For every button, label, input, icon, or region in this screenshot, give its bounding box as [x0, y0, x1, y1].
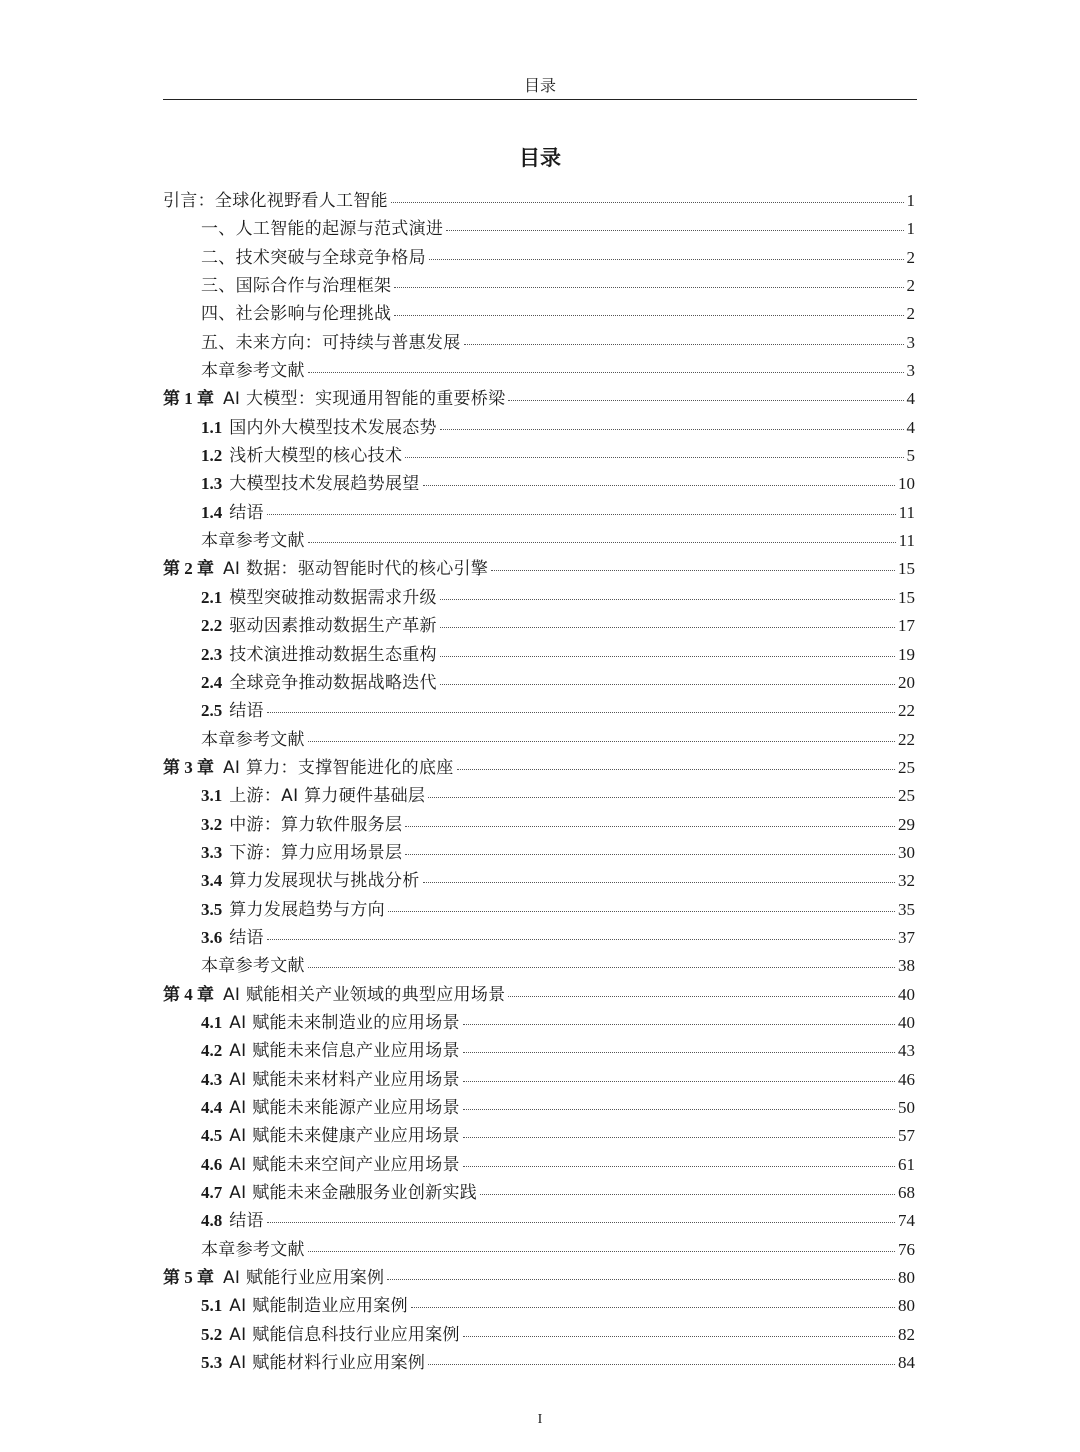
toc-entry-number: 5.1	[201, 1296, 223, 1316]
toc-entry-number: 第 2 章	[163, 559, 214, 579]
toc-entry-number: 1.4	[201, 502, 223, 522]
toc-entry-number: 3.6	[201, 927, 223, 947]
toc-entry-number: 第 4 章	[163, 984, 214, 1004]
dot-leader	[423, 882, 895, 883]
toc-section-entry[interactable]	[163, 527, 915, 555]
toc-entry-page: 15	[898, 587, 915, 607]
toc-entry-page: 4	[906, 417, 915, 437]
toc-section-entry[interactable]	[163, 272, 915, 300]
toc-chapter-entry[interactable]	[163, 981, 915, 1009]
toc-section-entry[interactable]	[163, 442, 915, 470]
dot-leader	[428, 797, 895, 798]
toc-section-entry[interactable]	[163, 357, 915, 385]
toc-entry-page: 25	[898, 757, 915, 777]
toc-entry-page: 61	[898, 1154, 915, 1174]
toc-section-entry[interactable]	[163, 1207, 915, 1235]
toc-entry-title: 本章参考文献	[201, 1239, 305, 1260]
dot-leader	[388, 911, 895, 912]
toc-entry-number: 2.3	[201, 644, 223, 664]
toc-entry-title: AI 数据：驱动智能时代的核心引擎	[223, 559, 489, 580]
toc-section-entry[interactable]	[163, 839, 915, 867]
dot-leader	[411, 1307, 895, 1308]
toc-section-entry[interactable]	[163, 470, 915, 498]
running-header: 目录	[523, 76, 556, 95]
toc-section-entry[interactable]	[163, 782, 915, 810]
toc-section-entry[interactable]	[163, 1151, 915, 1179]
dot-leader	[440, 656, 895, 657]
dot-leader	[308, 967, 895, 968]
toc-entry-page: 29	[898, 814, 915, 834]
toc-section-entry[interactable]	[163, 414, 915, 442]
page-number: I	[537, 1412, 543, 1427]
toc-entry-page: 11	[898, 502, 915, 522]
dot-leader	[440, 684, 895, 685]
toc-entry-number: 4.1	[201, 1012, 223, 1032]
toc-section-entry[interactable]	[163, 215, 915, 243]
toc-entry-title: AI 赋能未来健康产业应用场景	[229, 1126, 460, 1147]
toc-entry-number: 1.2	[201, 446, 223, 466]
dot-leader	[405, 854, 895, 855]
toc-entry-number: 4.2	[201, 1041, 223, 1061]
toc-section-entry[interactable]	[163, 499, 915, 527]
toc-entry-page: 4	[906, 389, 915, 409]
dot-leader	[463, 1137, 895, 1138]
toc-entry-number: 1.1	[201, 417, 223, 437]
dot-leader	[394, 287, 903, 288]
toc-entry-title: 大模型技术发展趋势展望	[229, 474, 420, 495]
toc-entry-title: AI 赋能未来空间产业应用场景	[229, 1154, 460, 1175]
dot-leader	[428, 1364, 895, 1365]
toc-entry-number: 3.5	[201, 899, 223, 919]
toc-entry-page: 50	[898, 1098, 915, 1117]
toc-entry-page: 68	[898, 1183, 915, 1203]
toc-entry-page: 3	[906, 361, 915, 381]
toc-entry-page: 2	[906, 247, 915, 267]
toc-entry-title: 一、人工智能的起源与范式演进	[201, 219, 444, 240]
toc-section-entry[interactable]	[163, 584, 915, 612]
dot-leader	[405, 826, 895, 827]
toc-entry-title: 引言：全球化视野看人工智能	[163, 191, 388, 211]
toc-entry-title: 算力发展趋势与方向	[229, 899, 385, 920]
toc-entry-title: AI 赋能未来能源产业应用场景	[229, 1098, 460, 1118]
toc-chapter-entry[interactable]	[163, 385, 915, 413]
toc-entry-title: AI 赋能行业应用案例	[223, 1268, 385, 1289]
toc-entry-title: 结语	[229, 927, 264, 948]
toc-entry-title: 本章参考文献	[201, 956, 305, 977]
toc-entry-title: 中游：算力软件服务层	[229, 814, 403, 835]
toc-entry-title: 三、国际合作与治理框架	[201, 276, 392, 297]
toc-entry-title: 结语	[229, 701, 264, 722]
toc-entry-page: 84	[898, 1353, 915, 1373]
dot-leader	[308, 372, 904, 373]
dot-leader	[464, 344, 904, 345]
toc-section-entry[interactable]	[163, 1179, 915, 1207]
dot-leader	[394, 315, 903, 316]
toc-section-entry[interactable]	[163, 952, 915, 980]
toc-entry-number: 3.4	[201, 871, 223, 891]
toc-section-entry[interactable]	[163, 1292, 915, 1320]
dot-leader	[308, 542, 896, 543]
toc-entry-title: AI 赋能材料行业应用案例	[229, 1353, 426, 1374]
dot-leader	[440, 429, 904, 430]
dot-leader	[308, 741, 895, 742]
dot-leader	[440, 599, 895, 600]
dot-leader	[267, 712, 895, 713]
toc-list	[163, 187, 915, 1377]
dot-leader	[267, 1222, 895, 1223]
toc-entry-title: 技术演进推动数据生态重构	[229, 644, 437, 665]
toc-entry-title: AI 算力：支撑智能进化的底座	[223, 757, 454, 778]
dot-leader	[508, 400, 903, 401]
dot-leader	[463, 1166, 895, 1167]
toc-entry-page: 32	[898, 871, 915, 891]
toc-entry-page: 17	[898, 616, 915, 636]
toc-entry-number: 第 1 章	[163, 389, 214, 409]
toc-section-entry[interactable]	[163, 1066, 915, 1094]
toc-entry-number: 4.8	[201, 1211, 223, 1231]
toc-entry-title: AI 大模型：实现通用智能的重要桥梁	[223, 389, 506, 410]
toc-entry-page: 40	[898, 984, 915, 1004]
dot-leader	[308, 1251, 895, 1252]
toc-entry-title: AI 赋能未来制造业的应用场景	[229, 1012, 460, 1033]
toc-section-entry[interactable]	[163, 896, 915, 924]
toc-section-entry[interactable]	[163, 300, 915, 328]
toc-entry-page: 38	[898, 956, 915, 976]
toc-entry-title: 本章参考文献	[201, 531, 305, 552]
dot-leader	[423, 485, 895, 486]
dot-leader	[508, 996, 895, 997]
toc-section-entry[interactable]	[163, 867, 915, 895]
toc-entry-number: 5.2	[201, 1324, 223, 1344]
toc-entry-page: 80	[898, 1268, 915, 1288]
dot-leader	[491, 570, 895, 571]
toc-entry-title: 国内外大模型技术发展态势	[229, 417, 437, 438]
toc-entry-title: AI 赋能未来金融服务业创新实践	[229, 1183, 478, 1204]
toc-entry-title: AI 赋能未来材料产业应用场景	[229, 1069, 460, 1090]
toc-entry-number: 4.4	[201, 1098, 223, 1117]
toc-entry-title: 下游：算力应用场景层	[229, 842, 403, 863]
toc-section-entry[interactable]	[163, 1094, 915, 1122]
toc-section-entry[interactable]	[163, 726, 915, 754]
toc-entry-number: 3.3	[201, 842, 223, 862]
dot-leader	[391, 202, 904, 203]
toc-section-entry[interactable]	[163, 669, 915, 697]
toc-section-entry[interactable]	[163, 1122, 915, 1150]
toc-entry-page: 74	[898, 1211, 915, 1231]
toc-entry-page: 46	[898, 1069, 915, 1089]
toc-entry-page: 80	[898, 1296, 915, 1316]
toc-entry-number: 第 5 章	[163, 1268, 214, 1288]
toc-entry-page: 35	[898, 899, 915, 919]
toc-chapter-entry[interactable]	[163, 187, 915, 215]
toc-entry-number: 5.3	[201, 1353, 223, 1373]
toc-section-entry[interactable]	[163, 1037, 915, 1065]
toc-entry-page: 1	[906, 191, 915, 210]
toc-chapter-entry[interactable]	[163, 555, 915, 583]
toc-entry-title: 本章参考文献	[201, 729, 305, 750]
dot-leader	[463, 1109, 895, 1110]
toc-entry-title: 四、社会影响与伦理挑战	[201, 304, 392, 325]
toc-entry-title: 浅析大模型的核心技术	[229, 446, 403, 467]
toc-entry-number: 4.6	[201, 1154, 223, 1174]
toc-entry-title: 上游：AI 算力硬件基础层	[229, 786, 426, 807]
toc-entry-title: 驱动因素推动数据生产革新	[229, 616, 437, 637]
toc-entry-number: 4.3	[201, 1069, 223, 1089]
toc-section-entry[interactable]	[163, 612, 915, 640]
dot-leader	[267, 514, 896, 515]
toc-entry-page: 25	[898, 786, 915, 806]
toc-entry-page: 1	[906, 219, 915, 239]
toc-entry-page: 82	[898, 1324, 915, 1344]
toc-section-entry[interactable]	[163, 641, 915, 669]
toc-entry-page: 40	[898, 1012, 915, 1032]
toc-section-entry[interactable]	[163, 244, 915, 272]
toc-entry-number: 2.4	[201, 672, 223, 692]
toc-entry-number: 4.7	[201, 1183, 223, 1203]
toc-entry-page: 43	[898, 1041, 915, 1061]
toc-entry-number: 2.2	[201, 616, 223, 636]
toc-section-entry[interactable]	[163, 924, 915, 952]
toc-chapter-entry[interactable]	[163, 1264, 915, 1292]
toc-entry-number: 4.5	[201, 1126, 223, 1146]
toc-entry-title: 模型突破推动数据需求升级	[229, 587, 437, 608]
toc-entry-page: 57	[898, 1126, 915, 1146]
dot-leader	[440, 627, 895, 628]
dot-leader	[463, 1081, 895, 1082]
toc-entry-title: AI 赋能相关产业领域的典型应用场景	[223, 984, 506, 1005]
toc-entry-page: 30	[898, 842, 915, 862]
dot-leader	[463, 1336, 895, 1337]
dot-leader	[480, 1194, 895, 1195]
header-rule	[163, 99, 917, 100]
toc-entry-title: 结语	[229, 502, 264, 523]
dot-leader	[463, 1024, 895, 1025]
dot-leader	[429, 259, 904, 260]
toc-entry-number: 第 3 章	[163, 757, 214, 777]
toc-section-entry[interactable]	[163, 1349, 915, 1377]
toc-entry-number: 1.3	[201, 474, 223, 494]
toc-entry-number: 2.1	[201, 587, 223, 607]
toc-entry-title: 算力发展现状与挑战分析	[229, 871, 420, 892]
dot-leader	[267, 939, 895, 940]
toc-entry-title: 本章参考文献	[201, 361, 305, 382]
toc-entry-title: AI 赋能未来信息产业应用场景	[229, 1041, 460, 1062]
toc-section-entry[interactable]	[163, 697, 915, 725]
toc-section-entry[interactable]	[163, 811, 915, 839]
toc-section-entry[interactable]	[163, 329, 915, 357]
dot-leader	[387, 1279, 895, 1280]
toc-entry-number: 3.1	[201, 786, 223, 806]
toc-entry-page: 3	[906, 332, 915, 352]
toc-entry-page: 37	[898, 927, 915, 947]
toc-entry-page: 5	[906, 446, 915, 466]
toc-entry-title: 二、技术突破与全球竞争格局	[201, 247, 426, 268]
dot-leader	[446, 230, 903, 231]
toc-title: 目录	[519, 146, 561, 170]
dot-leader	[405, 457, 903, 458]
toc-section-entry[interactable]	[163, 1321, 915, 1349]
toc-entry-title: 全球竞争推动数据战略迭代	[229, 672, 437, 693]
toc-entry-title: 五、未来方向：可持续与普惠发展	[201, 332, 461, 353]
toc-entry-page: 19	[898, 644, 915, 664]
toc-section-entry[interactable]	[163, 1236, 915, 1264]
dot-leader	[463, 1052, 895, 1053]
toc-entry-number: 2.5	[201, 701, 223, 721]
dot-leader	[457, 769, 895, 770]
toc-entry-page: 2	[906, 304, 915, 324]
toc-entry-number: 3.2	[201, 814, 223, 834]
toc-entry-page: 76	[898, 1239, 915, 1259]
toc-entry-page: 22	[898, 729, 915, 749]
toc-entry-page: 22	[898, 701, 915, 721]
toc-entry-title: 结语	[229, 1211, 264, 1232]
toc-chapter-entry[interactable]	[163, 754, 915, 782]
toc-section-entry[interactable]	[163, 1009, 915, 1037]
toc-entry-title: AI 赋能制造业应用案例	[229, 1296, 408, 1317]
toc-entry-page: 11	[898, 531, 915, 551]
toc-entry-title: AI 赋能信息科技行业应用案例	[229, 1324, 460, 1345]
toc-entry-page: 20	[898, 672, 915, 692]
toc-entry-page: 2	[906, 276, 915, 296]
toc-entry-page: 10	[898, 474, 915, 494]
toc-entry-page: 15	[898, 559, 915, 579]
